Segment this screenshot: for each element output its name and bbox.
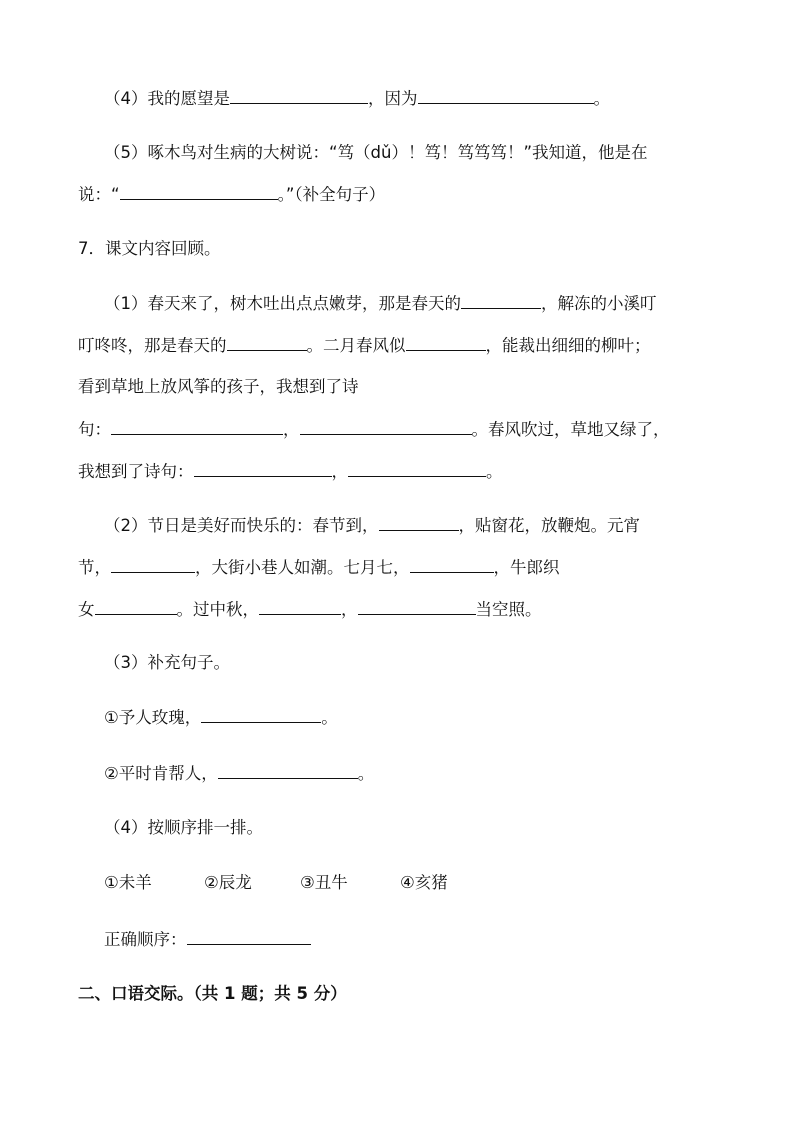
q7-1-text: 句： <box>78 420 111 439</box>
answer-blank[interactable] <box>259 598 341 615</box>
q7-2-text: ，大街小巷人如潮。七月七， <box>195 558 410 577</box>
answer-blank[interactable] <box>187 928 311 945</box>
q7-3-text: ②平时肯帮人， <box>104 764 218 783</box>
q6-5-text-b: 。”（补全句子） <box>277 185 386 204</box>
q7-1-text: 。 <box>486 462 503 481</box>
answer-blank[interactable] <box>358 598 476 615</box>
answer-label: 正确顺序： <box>104 930 187 949</box>
q7-2-line2 <box>78 556 560 579</box>
q7-2-text: ，贴窗花，放鞭炮。元宵 <box>458 516 640 535</box>
q7-2-text: 。过中秋， <box>176 600 259 619</box>
q7-1-text: 叮咚咚，那是春天的 <box>78 336 227 355</box>
q7-4-title <box>104 817 263 839</box>
option-item: ②辰龙 <box>204 873 252 892</box>
q7-3-title-text: （3）补充句子。 <box>104 653 230 672</box>
answer-blank[interactable] <box>111 556 195 573</box>
answer-blank[interactable] <box>410 556 494 573</box>
answer-blank[interactable] <box>111 418 283 435</box>
q7-1-line2 <box>78 334 651 357</box>
answer-blank[interactable] <box>201 706 321 723</box>
q7-2-line3 <box>78 598 542 621</box>
q6-4-text-b: ，因为 <box>368 89 418 108</box>
answer-blank[interactable] <box>95 598 177 615</box>
q7-3-text: 。 <box>357 764 375 783</box>
q7-1-line3 <box>78 376 359 398</box>
option-item: ③丑牛 <box>300 873 348 892</box>
answer-blank[interactable] <box>230 87 368 104</box>
q7-1-text: 我想到了诗句： <box>78 462 194 481</box>
answer-blank[interactable] <box>406 334 486 351</box>
answer-blank[interactable] <box>418 87 594 104</box>
option-item: ④亥猪 <box>400 873 448 892</box>
q7-title-text: 7．课文内容回顾。 <box>78 239 221 258</box>
answer-blank[interactable] <box>194 460 332 477</box>
q6-4-text-a: （4）我的愿望是 <box>104 89 230 108</box>
q7-3-text: ①予人玫瑰， <box>104 708 202 727</box>
q7-title <box>78 238 221 260</box>
q7-2-text: 节， <box>78 558 111 577</box>
q7-1-line4 <box>78 418 670 441</box>
q6-5-line1 <box>104 142 648 164</box>
answer-blank[interactable] <box>300 418 472 435</box>
q7-1-text: 。二月春风似 <box>306 336 406 355</box>
answer-blank[interactable] <box>227 334 307 351</box>
q7-1-line1 <box>104 292 657 315</box>
q7-2-text: ，牛郎织 <box>493 558 560 577</box>
q7-1-text: ， <box>331 462 348 481</box>
q7-2-text: ， <box>341 600 358 619</box>
q7-2-text: 当空照。 <box>475 600 542 619</box>
q7-2-text: （2）节日是美好而快乐的：春节到， <box>104 516 379 535</box>
q7-1-text: 。春风吹过，草地又绿了， <box>471 420 670 439</box>
q7-1-line5 <box>78 460 503 483</box>
q7-4-answer <box>104 928 311 951</box>
q6-4-text-c: 。 <box>593 89 610 108</box>
section-heading-text: 二、口语交际。（共 1 题；共 5 分） <box>78 984 347 1003</box>
q7-3-sentence1 <box>104 706 338 729</box>
q6-5-line2 <box>78 183 385 206</box>
answer-blank[interactable] <box>218 762 358 779</box>
answer-blank[interactable] <box>379 514 459 531</box>
q7-2-line1 <box>104 514 640 537</box>
q7-3-sentence2 <box>104 762 374 785</box>
section-heading <box>78 983 347 1005</box>
q7-3-title <box>104 652 230 674</box>
answer-blank[interactable] <box>461 292 541 309</box>
q7-1-text: ， <box>283 420 300 439</box>
option-item: ①未羊 <box>104 873 152 892</box>
q7-1-text: ，解冻的小溪叮 <box>541 294 657 313</box>
answer-blank[interactable] <box>348 460 486 477</box>
q7-1-text: （1）春天来了，树木吐出点点嫩芽，那是春天的 <box>104 294 461 313</box>
q6-4-line <box>104 87 610 110</box>
q7-2-text: 女 <box>78 600 95 619</box>
q7-3-text: 。 <box>321 708 338 727</box>
q6-5-text-a: 说：“ <box>78 185 120 204</box>
q7-4-title-text: （4）按顺序排一排。 <box>104 818 263 837</box>
q7-1-text: 看到草地上放风筝的孩子，我想到了诗 <box>78 377 359 396</box>
q7-1-text: ，能裁出细细的柳叶； <box>485 336 651 355</box>
q6-5-text-line1: （5）啄木鸟对生病的大树说：“笃（dǔ）！笃！笃笃笃！”我知道，他是在 <box>104 143 648 162</box>
answer-blank[interactable] <box>120 183 278 200</box>
q7-4-options <box>104 872 448 894</box>
